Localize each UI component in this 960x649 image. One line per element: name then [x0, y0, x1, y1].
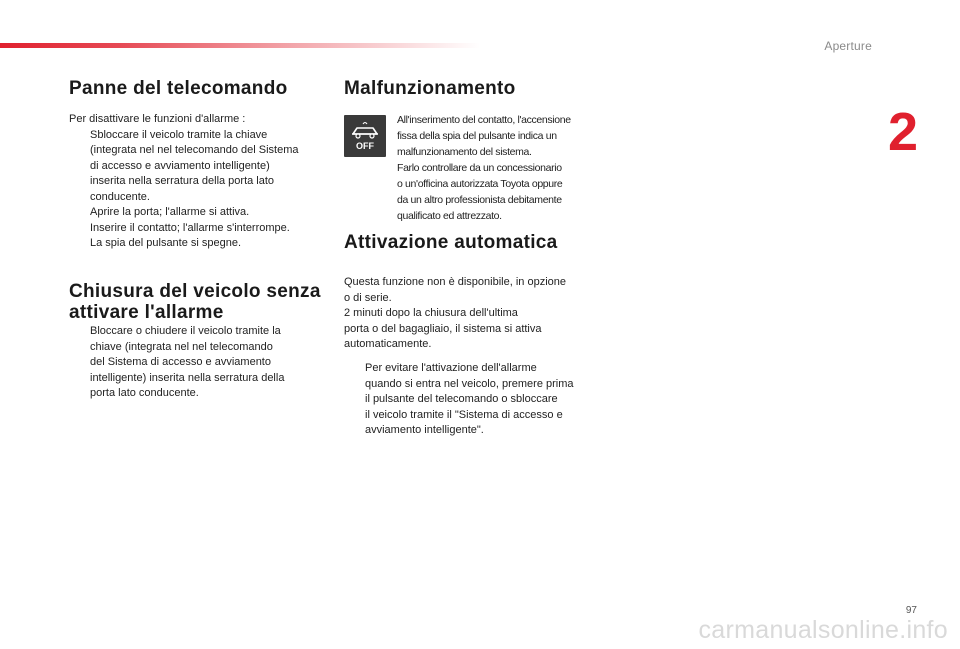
panne-intro: Per disattivare le funzioni d'allarme :	[69, 113, 246, 125]
section-label: Aperture	[824, 39, 872, 53]
attivazione-body: Questa funzione non è disponibile, in opzione o di serie. 2 minuti dopo la chiusura dell'ultima porta o del bagagliaio, il sistema si attiva automaticamente.	[344, 276, 566, 350]
heading-panne-telecomando: Panne del telecomando	[69, 78, 288, 99]
heading-malfunzionamento: Malfunzionamento	[344, 78, 516, 99]
heading-chiusura: Chiusura del veicolo senza attivare l'allarme	[69, 281, 321, 323]
watermark: carmanualsonline.info	[698, 616, 948, 644]
list-item: Aprire la porta; l'allarme si attiva.	[90, 206, 250, 218]
off-label: OFF	[356, 141, 374, 151]
chiusura-body	[69, 324, 334, 402]
page-number: 97	[905, 605, 917, 616]
attivazione-list	[344, 361, 614, 439]
malfunzionamento-body: All'inserimento del contatto, l'accensione fissa della spia del pulsante indica un malfunzionamento del sistema. Farlo controllare da un concessionario o un'officina autorizzata Toyota oppure da un altro professionista debitamente qualificato ed attrezzato.	[397, 114, 571, 222]
list-item: Per evitare l'attivazione dell'allarme quando si entra nel veicolo, premere prima il pulsante del telecomando o sbloccare il veicolo tramite il "Sistema di accesso e avviamento intelligente".	[365, 362, 574, 436]
chapter-number: 2	[888, 102, 919, 162]
panne-body	[69, 112, 334, 252]
list-item: Sbloccare il veicolo tramite la chiave (integrata nel nel telecomando del Sistema di accesso e avviamento intelligente) inserita nella serratura della porta lato conducente.	[90, 128, 299, 203]
alarm-off-warning-icon	[344, 115, 386, 157]
list-item: Inserire il contatto; l'allarme s'interrompe. La spia del pulsante si spegne.	[90, 221, 290, 249]
header-accent-bar	[0, 43, 480, 48]
list-item: Bloccare o chiudere il veicolo tramite la chiave (integrata nel nel telecomando del Sistema di accesso e avviamento intelligente) inserita nella serratura della porta lato conducente.	[90, 325, 285, 399]
heading-attivazione-automatica: Attivazione automatica	[344, 232, 558, 253]
car-alarm-icon	[344, 115, 386, 157]
